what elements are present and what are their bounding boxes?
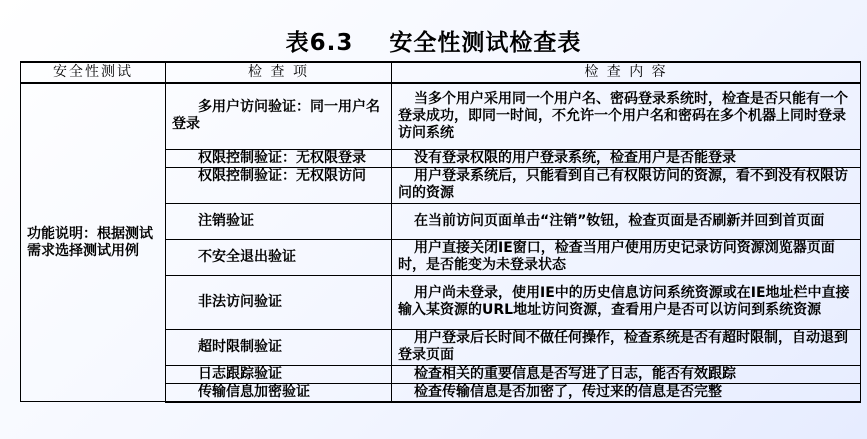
check-item: 日志跟踪验证 [166, 365, 392, 383]
check-content: 当多个用户采用同一个用户名、密码登录系统时，检查是否只能有一个登录成功，即同一时间，不允许一个用户名和密码在多个机器上同时登录访问系统 [392, 83, 861, 149]
check-item: 多用户访问验证：同一用户名登录 [166, 83, 392, 149]
table-row [21, 83, 861, 149]
header-security-test: 安全性测试 [21, 62, 166, 83]
check-item: 传输信息加密验证 [166, 383, 392, 402]
check-content: 用户尚未登录，使用IE中的历史信息访问系统资源或在IE地址栏中直接输入某资源的URL地址访问资源，查看用户是否可以访问到系统资源 [392, 275, 861, 329]
check-content: 用户直接关闭IE窗口，检查当用户使用历史记录访问资源浏览器页面时，是否能变为未登录状态 [392, 239, 861, 275]
table-header-row [21, 62, 861, 83]
page-title [0, 24, 867, 57]
header-check-content: 检 查 内 容 [392, 62, 861, 83]
table-title: 安全性测试检查表 [389, 30, 582, 56]
check-item: 权限控制验证：无权限访问 [166, 167, 392, 203]
check-item: 注销验证 [166, 203, 392, 239]
check-item: 不安全退出验证 [166, 239, 392, 275]
table-number: 表6.3 [285, 30, 354, 56]
header-check-item: 检 查 项 [166, 62, 392, 83]
check-item: 超时限制验证 [166, 329, 392, 365]
check-item: 权限控制验证：无权限登录 [166, 149, 392, 167]
check-item: 非法访问验证 [166, 275, 392, 329]
check-content: 在当前访问页面单击“注销”钕钮，检查页面是否刷新并回到首页面 [392, 203, 861, 239]
check-content: 检查传输信息是否加密了，传过来的信息是否完整 [392, 383, 861, 402]
check-content: 用户登录后长时间不做任何操作，检查系统是否有超时限制，自动退到登录页面 [392, 329, 861, 365]
check-content: 用户登录系统后，只能看到自己有权限访问的资源，看不到没有权限访问的资源 [392, 167, 861, 203]
category-cell [21, 83, 166, 402]
check-content: 检查相关的重要信息是否写进了日志，能否有效跟踪 [392, 365, 861, 383]
category-text: 功能说明：根据测试需求选择测试用例 [27, 225, 153, 259]
security-test-checklist-table [20, 61, 861, 403]
check-content: 没有登录权限的用户登录系统，检查用户是否能登录 [392, 149, 861, 167]
